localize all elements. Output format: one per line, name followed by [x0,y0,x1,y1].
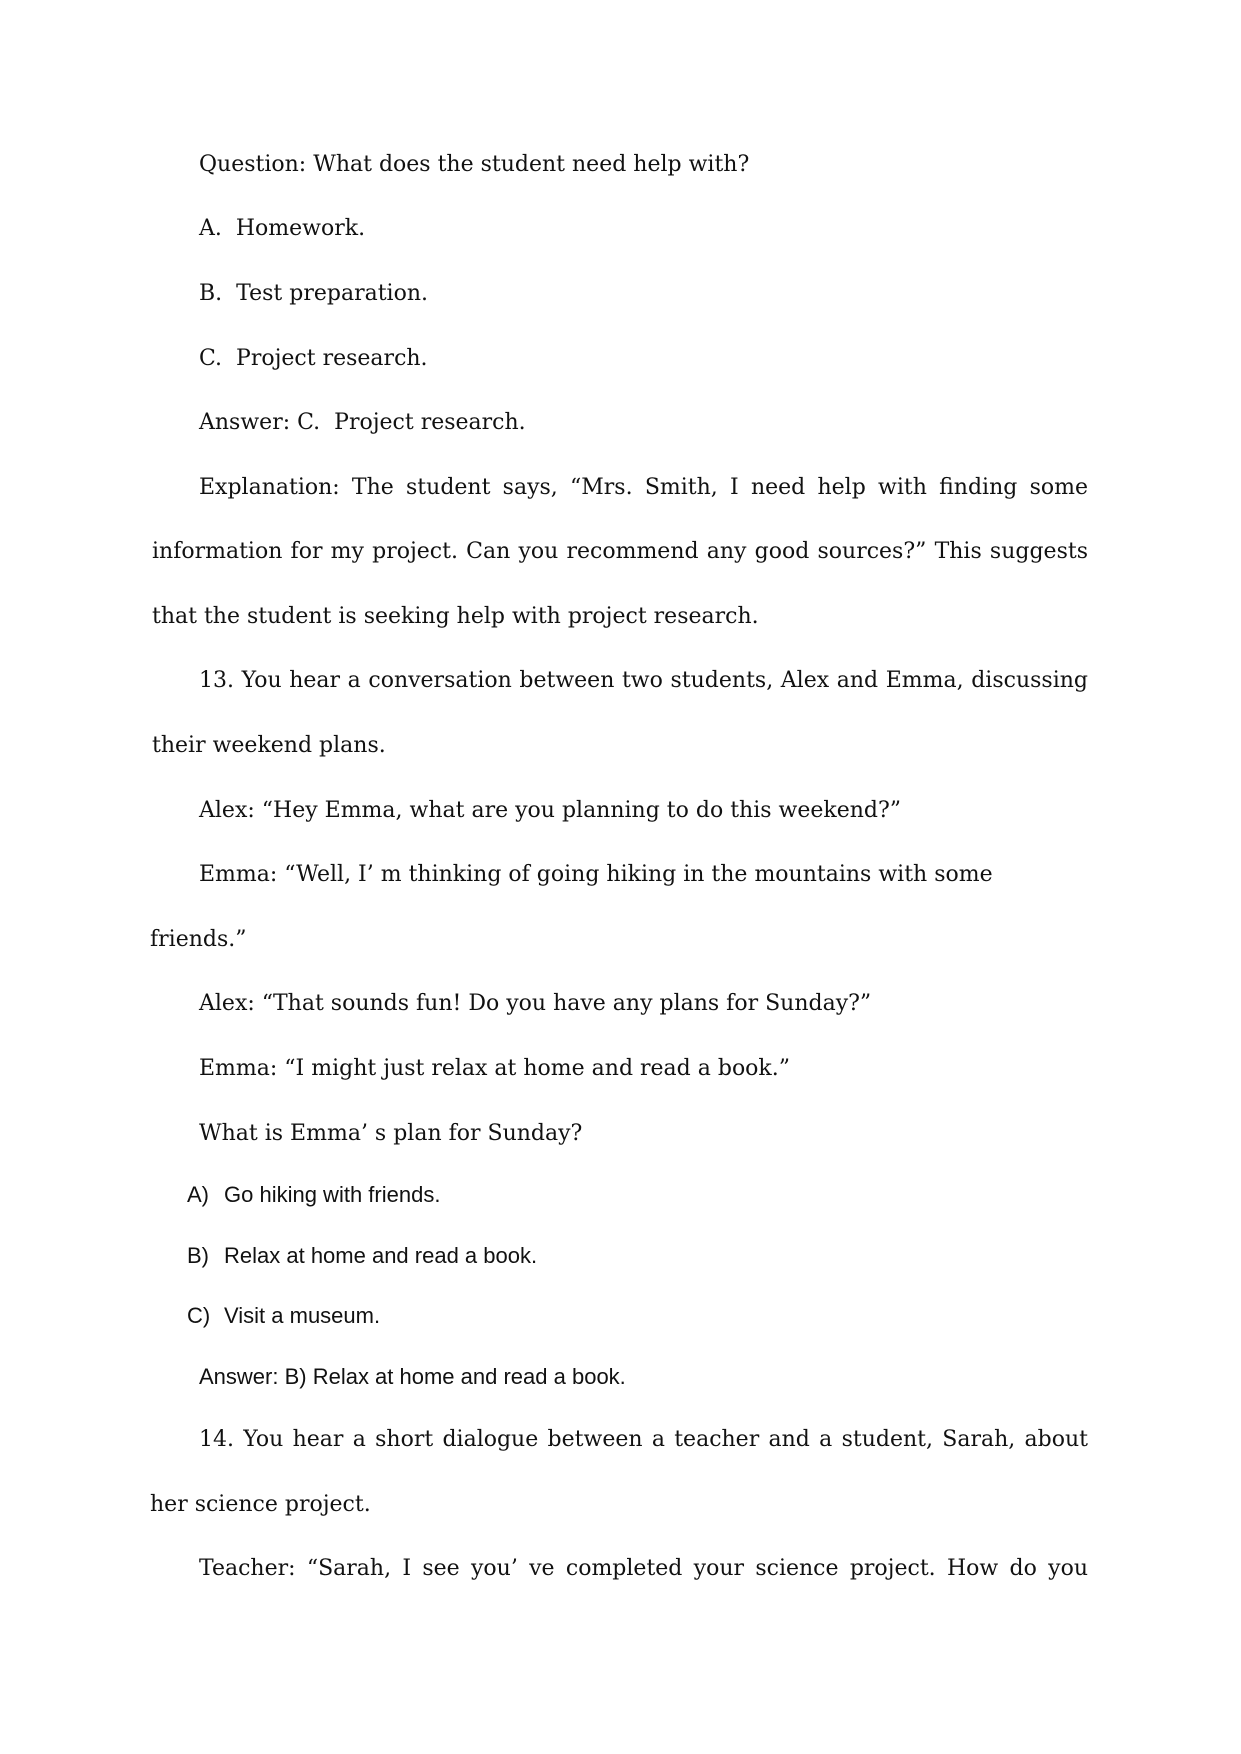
q12-explanation-line-2: information for my project. Can you recommend any good sources?” This suggests [152,539,1088,564]
q13-question: What is Emma’ s plan for Sunday? [199,1121,583,1146]
q13-option-c-marker: C) [187,1303,211,1328]
q12-option-a: A. Homework. [199,216,366,241]
q13-answer: Answer: B) Relax at home and read a book. [199,1364,626,1389]
q13-alex-line-2: Alex: “That sounds fun! Do you have any plans for Sunday?” [199,991,872,1016]
q13-intro-line-1: 13. You hear a conversation between two students, Alex and Emma, discussing [199,668,1088,693]
q13-intro-line-2: their weekend plans. [152,733,386,758]
q12-answer: Answer: C. Project research. [199,410,526,435]
q13-emma-line-1-cont: friends.” [150,927,247,952]
q13-option-a-marker: A) [187,1182,209,1207]
q12-option-c: C. Project research. [199,346,428,371]
q13-option-b: Relax at home and read a book. [224,1243,538,1268]
q13-emma-line-2: Emma: “I might just relax at home and read a book.” [199,1056,791,1081]
q13-option-b-marker: B) [187,1243,209,1268]
q13-option-c: Visit a museum. [224,1303,381,1328]
q14-intro-line-1: 14. You hear a short dialogue between a teacher and a student, Sarah, about [199,1427,1088,1452]
q13-alex-line-1: Alex: “Hey Emma, what are you planning to do this weekend?” [199,798,902,823]
q13-emma-line-1: Emma: “Well, I’ m thinking of going hiking in the mountains with some [199,862,993,887]
q14-teacher-line-1: Teacher: “Sarah, I see you’ ve completed your science project. How do you [199,1556,1088,1581]
q12-option-b: B. Test preparation. [199,281,428,306]
q12-question: Question: What does the student need help with? [199,152,750,177]
q12-explanation-line-1: Explanation: The student says, “Mrs. Smith, I need help with finding some [199,475,1088,500]
q13-option-a: Go hiking with friends. [224,1182,441,1207]
q14-intro-line-2: her science project. [150,1492,371,1517]
q12-explanation-line-3: that the student is seeking help with project research. [152,604,759,629]
